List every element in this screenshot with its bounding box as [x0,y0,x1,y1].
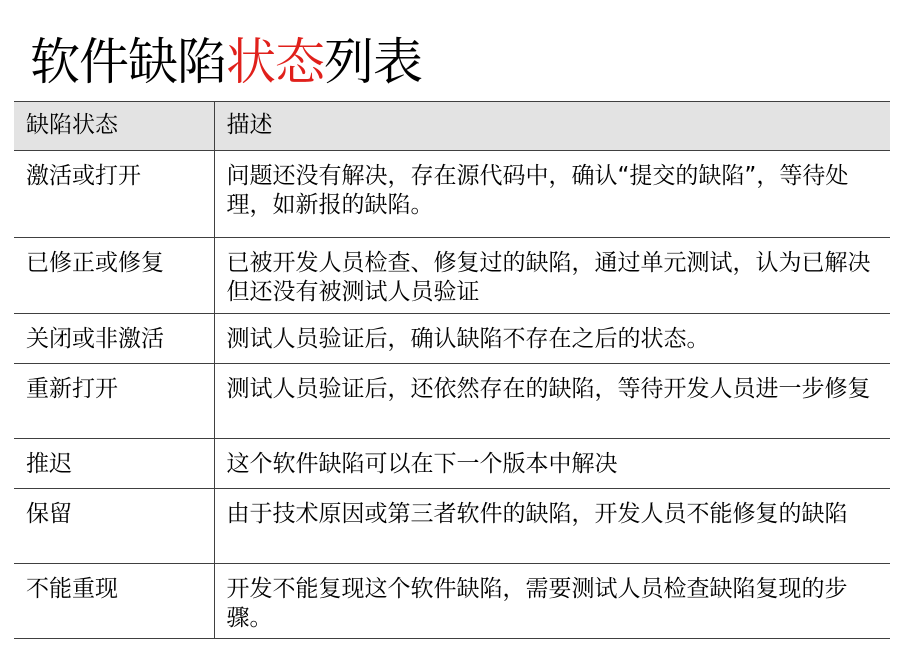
table-row [14,314,890,364]
description-cell: 由于技术原因或第三者软件的缺陷，开发人员不能修复的缺陷 [226,501,848,527]
status-cell: 已修正或修复 [14,238,214,314]
title-highlight: 状态 [226,33,324,91]
status-cell: 保留 [14,489,214,564]
column-header-description: 描述 [226,112,273,138]
status-cell: 激活或打开 [14,151,214,238]
description-cell: 问题还没有解决，存在源代码中，确认“提交的缺陷”，等待处理，如新报的缺陷。 [226,163,849,218]
page-title [30,30,422,94]
description-cell: 测试人员验证后，还依然存在的缺陷，等待开发人员进一步修复 [226,376,871,402]
status-cell: 关闭或非激活 [14,314,214,364]
status-cell: 不能重现 [14,564,214,639]
status-cell: 推迟 [14,439,214,489]
table-row [14,364,890,439]
table-header-row [14,102,890,151]
title-part-1: 软件缺陷 [30,33,226,91]
table-row [14,439,890,489]
description-cell: 测试人员验证后，确认缺陷不存在之后的状态。 [226,326,710,352]
defect-status-table [14,101,890,639]
table-row [14,489,890,564]
description-cell: 开发不能复现这个软件缺陷，需要测试人员检查缺陷复现的步骤。 [226,576,848,631]
description-cell: 这个软件缺陷可以在下一个版本中解决 [226,451,618,477]
table-row [14,564,890,639]
status-cell: 重新打开 [14,364,214,439]
title-part-2: 列表 [324,33,422,91]
table-row [14,238,890,314]
column-header-status: 缺陷状态 [14,102,214,151]
description-cell: 已被开发人员检查、修复过的缺陷，通过单元测试，认为已解决但还没有被测试人员验证 [226,250,871,305]
table-row [14,151,890,238]
